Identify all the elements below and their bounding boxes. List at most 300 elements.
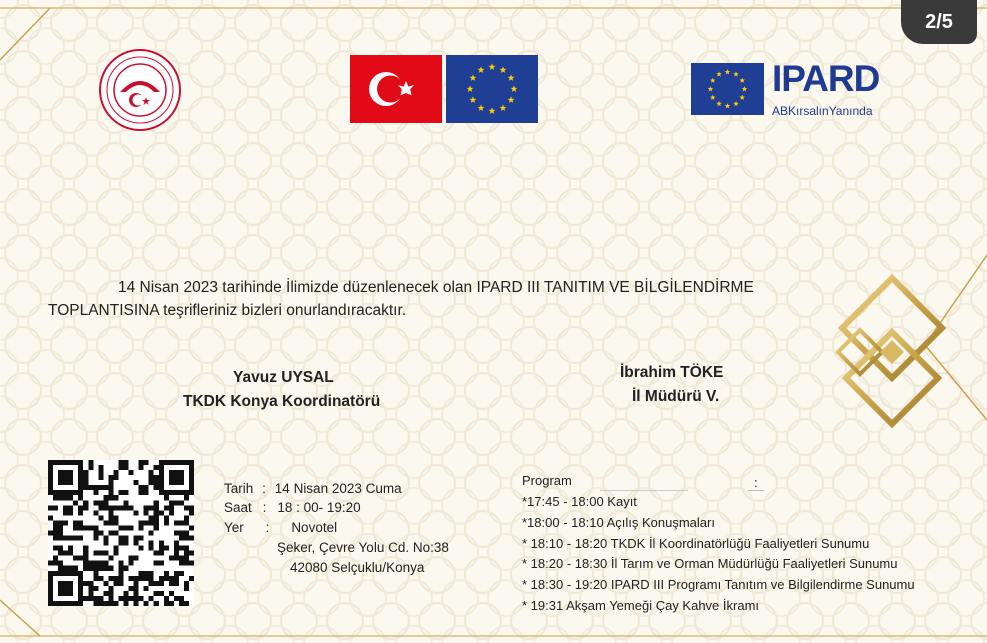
- qr-module: [58, 475, 63, 480]
- qr-module: [184, 520, 189, 525]
- qr-module: [113, 505, 118, 510]
- qr-module: [159, 465, 164, 470]
- qr-module: [154, 485, 159, 490]
- qr-module: [83, 500, 88, 505]
- date-label: Tarih: [224, 481, 254, 496]
- qr-module: [83, 470, 88, 475]
- qr-module: [73, 536, 78, 541]
- qr-module: [48, 505, 53, 510]
- qr-module: [189, 465, 194, 470]
- qr-module: [68, 475, 73, 480]
- qr-module: [113, 601, 118, 606]
- qr-module: [184, 460, 189, 465]
- qr-module: [78, 596, 83, 601]
- qr-module: [184, 581, 189, 586]
- qr-module: [164, 460, 169, 465]
- qr-module: [88, 581, 93, 586]
- qr-module: [53, 556, 58, 561]
- qr-module: [134, 510, 139, 515]
- qr-module: [159, 485, 164, 490]
- qr-module: [68, 480, 73, 485]
- qr-module: [129, 505, 134, 510]
- qr-module: [154, 581, 159, 586]
- qr-module: [189, 480, 194, 485]
- qr-module: [103, 505, 108, 510]
- qr-module: [53, 561, 58, 566]
- qr-module: [73, 525, 78, 530]
- qr-module: [83, 546, 88, 551]
- qr-module: [149, 505, 154, 510]
- qr-module: [159, 576, 164, 581]
- address-line-2: 42080 Selçuklu/Konya: [290, 560, 425, 575]
- qr-module: [169, 480, 174, 485]
- qr-module: [48, 596, 53, 601]
- qr-module: [78, 556, 83, 561]
- qr-module: [174, 500, 179, 505]
- qr-module: [174, 490, 179, 495]
- qr-module: [189, 551, 194, 556]
- qr-module: [83, 485, 88, 490]
- qr-module: [103, 581, 108, 586]
- qr-module: [78, 586, 83, 591]
- qr-module: [113, 495, 118, 500]
- qr-module: [93, 525, 98, 530]
- qr-module: [134, 596, 139, 601]
- qr-module: [189, 510, 194, 515]
- qr-module: [88, 465, 93, 470]
- qr-module: [118, 465, 123, 470]
- qr-module: [129, 586, 134, 591]
- qr-module: [48, 591, 53, 596]
- qr-module: [108, 510, 113, 515]
- qr-module: [58, 546, 63, 551]
- qr-module: [88, 460, 93, 465]
- qr-module: [159, 490, 164, 495]
- qr-module: [179, 490, 184, 495]
- qr-module: [58, 551, 63, 556]
- qr-module: [134, 591, 139, 596]
- qr-module: [159, 480, 164, 485]
- qr-module: [134, 541, 139, 546]
- qr-module: [113, 530, 118, 535]
- qr-module: [134, 576, 139, 581]
- qr-module: [93, 596, 98, 601]
- ipard-eu-flag-icon: [691, 63, 764, 115]
- qr-module: [78, 601, 83, 606]
- qr-module: [184, 495, 189, 500]
- qr-module: [93, 490, 98, 495]
- qr-module: [98, 505, 103, 510]
- eu-flag: [446, 55, 538, 123]
- qr-module: [144, 576, 149, 581]
- page-counter[interactable]: 2/5: [901, 0, 977, 44]
- qr-module: [139, 465, 144, 470]
- qr-module: [58, 601, 63, 606]
- qr-module: [48, 480, 53, 485]
- qr-module: [103, 520, 108, 525]
- qr-module: [124, 591, 129, 596]
- qr-module: [164, 576, 169, 581]
- qr-module: [149, 520, 154, 525]
- qr-module: [164, 571, 169, 576]
- qr-module: [103, 566, 108, 571]
- qr-module: [103, 561, 108, 566]
- qr-module: [63, 510, 68, 515]
- qr-module: [159, 546, 164, 551]
- qr-module: [149, 515, 154, 520]
- qr-module: [144, 505, 149, 510]
- qr-module: [184, 530, 189, 535]
- qr-module: [108, 596, 113, 601]
- qr-module: [129, 576, 134, 581]
- qr-module: [129, 596, 134, 601]
- qr-module: [93, 551, 98, 556]
- qr-module: [98, 465, 103, 470]
- qr-module: [149, 475, 154, 480]
- qr-module: [48, 475, 53, 480]
- qr-module: [83, 566, 88, 571]
- qr-module: [174, 581, 179, 586]
- qr-module: [73, 460, 78, 465]
- qr-module: [98, 596, 103, 601]
- qr-module: [184, 505, 189, 510]
- qr-module: [53, 520, 58, 525]
- qr-module: [179, 536, 184, 541]
- qr-module: [68, 510, 73, 515]
- qr-module: [68, 460, 73, 465]
- qr-module: [174, 596, 179, 601]
- qr-module: [179, 520, 184, 525]
- qr-module: [93, 601, 98, 606]
- qr-module: [53, 536, 58, 541]
- qr-module: [58, 525, 63, 530]
- qr-module: [124, 490, 129, 495]
- qr-module: [103, 591, 108, 596]
- qr-module: [174, 551, 179, 556]
- qr-module: [63, 470, 68, 475]
- place-value: Novotel: [291, 520, 338, 535]
- qr-module: [134, 601, 139, 606]
- qr-module: [108, 480, 113, 485]
- qr-module: [124, 566, 129, 571]
- qr-module: [118, 536, 123, 541]
- qr-module: [113, 551, 118, 556]
- qr-module: [184, 561, 189, 566]
- qr-module: [88, 596, 93, 601]
- qr-module: [159, 541, 164, 546]
- qr-module: [139, 490, 144, 495]
- qr-module: [58, 490, 63, 495]
- qr-module: [63, 591, 68, 596]
- qr-module: [139, 576, 144, 581]
- qr-module: [154, 561, 159, 566]
- qr-module: [48, 470, 53, 475]
- qr-module: [48, 561, 53, 566]
- qr-module: [154, 515, 159, 520]
- qr-module: [124, 601, 129, 606]
- qr-module: [129, 556, 134, 561]
- qr-module: [68, 591, 73, 596]
- qr-module: [139, 546, 144, 551]
- qr-module: [63, 536, 68, 541]
- qr-module: [118, 566, 123, 571]
- qr-module: [88, 525, 93, 530]
- qr-module: [68, 586, 73, 591]
- qr-module: [124, 536, 129, 541]
- qr-module: [134, 536, 139, 541]
- qr-module: [149, 571, 154, 576]
- qr-module: [88, 591, 93, 596]
- qr-module: [179, 500, 184, 505]
- qr-module: [88, 586, 93, 591]
- qr-module: [169, 505, 174, 510]
- qr-module: [98, 530, 103, 535]
- qr-module: [164, 495, 169, 500]
- qr-module: [169, 556, 174, 561]
- qr-module: [58, 530, 63, 535]
- qr-module: [98, 500, 103, 505]
- qr-module: [144, 460, 149, 465]
- qr-module: [159, 475, 164, 480]
- qr-module: [113, 515, 118, 520]
- qr-module: [93, 530, 98, 535]
- qr-module: [48, 530, 53, 535]
- qr-module: [179, 596, 184, 601]
- qr-module: [189, 485, 194, 490]
- qr-module: [93, 566, 98, 571]
- qr-module: [118, 571, 123, 576]
- qr-module: [108, 576, 113, 581]
- invitation-line-1: 14 Nisan 2023 tarihinde İlimizde düzenlenecek olan IPARD III TANITIM VE BİLGİLENDİRME: [118, 279, 754, 296]
- qr-module: [68, 505, 73, 510]
- qr-module: [179, 475, 184, 480]
- time-value: 18 : 00- 19:20: [277, 500, 361, 515]
- qr-module: [108, 515, 113, 520]
- qr-module: [78, 460, 83, 465]
- qr-module: [98, 470, 103, 475]
- qr-module: [118, 541, 123, 546]
- qr-module: [179, 601, 184, 606]
- qr-module: [83, 505, 88, 510]
- qr-module: [48, 460, 53, 465]
- qr-module: [169, 510, 174, 515]
- qr-module: [154, 465, 159, 470]
- qr-module: [78, 525, 83, 530]
- qr-module: [73, 490, 78, 495]
- qr-module: [53, 495, 58, 500]
- qr-module: [113, 581, 118, 586]
- qr-module: [154, 475, 159, 480]
- qr-module: [174, 475, 179, 480]
- qr-module: [184, 515, 189, 520]
- qr-module: [98, 576, 103, 581]
- qr-module: [169, 470, 174, 475]
- qr-module: [159, 510, 164, 515]
- qr-module: [83, 561, 88, 566]
- qr-module: [93, 576, 98, 581]
- qr-module: [179, 530, 184, 535]
- qr-module: [124, 596, 129, 601]
- qr-module: [179, 556, 184, 561]
- qr-module: [184, 490, 189, 495]
- qr-module: [124, 505, 129, 510]
- qr-module: [63, 601, 68, 606]
- qr-module: [118, 561, 123, 566]
- qr-module: [118, 525, 123, 530]
- program-header: Program: [522, 473, 572, 488]
- qr-module: [169, 460, 174, 465]
- program-item: * 18:20 - 18:30 İl Tarım ve Orman Müdürlüğü Faaliyetleri Sunumu: [522, 556, 898, 571]
- qr-module: [78, 571, 83, 576]
- qr-module: [149, 480, 154, 485]
- qr-module: [189, 576, 194, 581]
- qr-module: [154, 551, 159, 556]
- qr-module: [108, 601, 113, 606]
- qr-module: [68, 546, 73, 551]
- qr-module: [124, 465, 129, 470]
- qr-module: [139, 460, 144, 465]
- qr-module: [78, 510, 83, 515]
- qr-module: [164, 546, 169, 551]
- program-item: *18:00 - 18:10 Açılış Konuşmaları: [522, 515, 715, 530]
- qr-module: [83, 525, 88, 530]
- qr-module: [93, 500, 98, 505]
- qr-module: [174, 480, 179, 485]
- qr-module: [78, 475, 83, 480]
- signatory-2-title: İl Müdürü V.: [632, 388, 720, 405]
- qr-module: [83, 596, 88, 601]
- qr-module: [63, 475, 68, 480]
- qr-module: [189, 490, 194, 495]
- qr-module: [174, 576, 179, 581]
- qr-module: [78, 581, 83, 586]
- qr-module: [134, 581, 139, 586]
- ipard-logo-word: IPARD: [772, 58, 880, 99]
- qr-module: [88, 561, 93, 566]
- qr-module: [169, 576, 174, 581]
- qr-module: [164, 505, 169, 510]
- qr-module: [124, 460, 129, 465]
- qr-module: [108, 566, 113, 571]
- qr-module: [48, 571, 53, 576]
- invitation-text: [48, 276, 878, 322]
- qr-module: [108, 586, 113, 591]
- qr-module: [48, 581, 53, 586]
- qr-module: [98, 601, 103, 606]
- qr-module: [63, 490, 68, 495]
- qr-module: [103, 551, 108, 556]
- qr-module: [63, 551, 68, 556]
- event-time-row: [224, 500, 361, 515]
- qr-module: [53, 525, 58, 530]
- qr-module: [73, 571, 78, 576]
- qr-module: [113, 470, 118, 475]
- qr-module: [184, 556, 189, 561]
- qr-module: [68, 490, 73, 495]
- qr-module: [78, 495, 83, 500]
- qr-code[interactable]: [48, 460, 194, 606]
- qr-module: [149, 530, 154, 535]
- qr-module: [58, 561, 63, 566]
- qr-module: [78, 465, 83, 470]
- qr-module: [179, 460, 184, 465]
- qr-module: [73, 520, 78, 525]
- qr-module: [83, 475, 88, 480]
- qr-module: [78, 485, 83, 490]
- qr-module: [53, 546, 58, 551]
- program-header-colon: :: [748, 475, 764, 491]
- qr-module: [93, 586, 98, 591]
- qr-module: [78, 505, 83, 510]
- qr-module: [108, 520, 113, 525]
- qr-module: [73, 500, 78, 505]
- ministry-seal-logo: [98, 48, 182, 132]
- qr-module: [58, 480, 63, 485]
- qr-module: [108, 485, 113, 490]
- qr-module: [118, 596, 123, 601]
- qr-module: [48, 601, 53, 606]
- qr-module: [83, 551, 88, 556]
- program-header-rule: [600, 490, 688, 491]
- qr-module: [58, 470, 63, 475]
- qr-module: [98, 566, 103, 571]
- qr-module: [144, 586, 149, 591]
- qr-module: [179, 561, 184, 566]
- qr-module: [144, 510, 149, 515]
- signatory-1-title: TKDK Konya Koordinatörü: [183, 393, 381, 410]
- program-item: *17:45 - 18:00 Kayıt: [522, 494, 637, 509]
- qr-module: [184, 536, 189, 541]
- qr-module: [53, 490, 58, 495]
- qr-module: [174, 460, 179, 465]
- qr-module: [184, 551, 189, 556]
- qr-module: [169, 591, 174, 596]
- qr-module: [174, 530, 179, 535]
- qr-module: [189, 525, 194, 530]
- qr-module: [164, 601, 169, 606]
- qr-module: [164, 515, 169, 520]
- place-label: Yer: [224, 520, 244, 535]
- qr-module: [149, 470, 154, 475]
- qr-module: [83, 556, 88, 561]
- qr-module: [58, 495, 63, 500]
- qr-module: [139, 525, 144, 530]
- qr-module: [68, 601, 73, 606]
- qr-module: [78, 591, 83, 596]
- qr-module: [103, 536, 108, 541]
- qr-module: [63, 571, 68, 576]
- qr-module: [149, 546, 154, 551]
- qr-module: [184, 586, 189, 591]
- qr-module: [189, 561, 194, 566]
- qr-module: [68, 495, 73, 500]
- qr-module: [139, 485, 144, 490]
- qr-module: [48, 576, 53, 581]
- qr-module: [63, 586, 68, 591]
- qr-module: [154, 500, 159, 505]
- qr-module: [68, 551, 73, 556]
- qr-module: [48, 465, 53, 470]
- qr-module: [154, 510, 159, 515]
- qr-module: [134, 480, 139, 485]
- qr-module: [139, 596, 144, 601]
- qr-module: [179, 480, 184, 485]
- event-date-row: [224, 481, 402, 496]
- qr-module: [149, 596, 154, 601]
- qr-module: [118, 490, 123, 495]
- qr-module: [58, 591, 63, 596]
- qr-module: [93, 485, 98, 490]
